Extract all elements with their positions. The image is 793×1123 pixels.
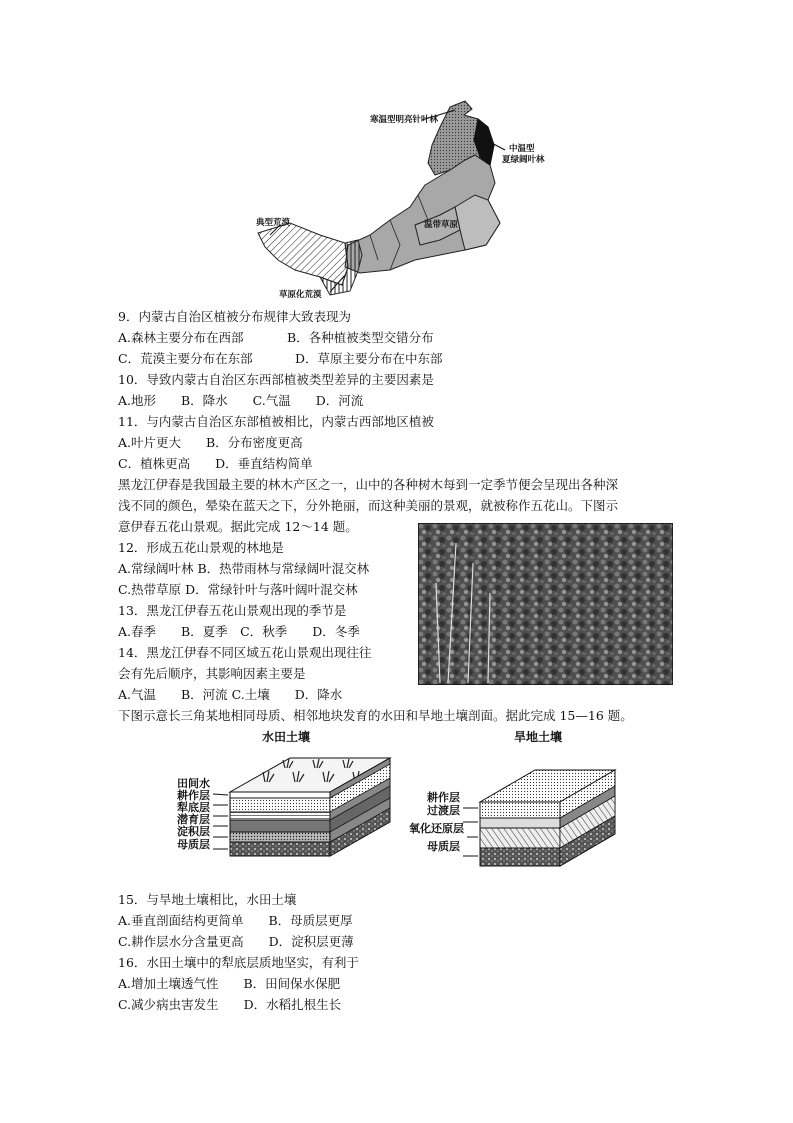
q12-stem: 12．形成五花山景观的林地是 (118, 540, 284, 555)
q15-options-ab: A.垂直剖面结构更简单 B．母质层更厚 (118, 913, 353, 928)
q11-options-cd: C．植株更高 D．垂直结构简单 (118, 456, 313, 471)
q9-option-d: D．草原主要分布在中东部 (295, 351, 443, 366)
label-typical-desert: 典型荒漠 (256, 218, 291, 228)
paddy-layer-parent: 母质层 (177, 838, 210, 851)
label-temperate-steppe: 温带草原 (424, 220, 459, 230)
paddy-soil-title: 水田土壤 (262, 730, 311, 744)
typical-desert-region (258, 223, 348, 285)
label-cold-conifer: 寒温型明亮针叶林 (370, 115, 439, 125)
label-mid-temperate-1: 中温型 (509, 144, 535, 154)
q14-options: A.气温 B．河流 C.土壤 D．降水 (118, 687, 343, 702)
q15-options-cd: C.耕作层水分含量更高 D．淀积层更薄 (118, 934, 354, 949)
q16-stem: 16．水田土壤中的犁底层质地坚实，有利于 (118, 955, 359, 970)
q11-stem: 11．与内蒙古自治区东部植被相比，内蒙古西部地区植被 (118, 414, 434, 429)
dry-layer-plow: 耕作层 (427, 791, 460, 804)
passage1-line2: 浅不同的颜色，晕染在蓝天之下，分外艳丽，而这种美丽的景观，就被称作五花山。下图示 (118, 498, 619, 513)
q14-stem-line2: 会有先后顺序，其影响因素主要是 (118, 666, 306, 681)
dry-layer-parent: 母质层 (427, 840, 460, 853)
q9-stem: 9．内蒙古自治区植被分布规律大致表现为 (118, 309, 351, 324)
q11-options-ab: A.叶片更大 B．分布密度更高 (118, 435, 303, 450)
dry-layer-redox: 氧化还原层 (409, 822, 464, 835)
q10-options: A.地形 B．降水 C.气温 D．河流 (118, 393, 364, 408)
q13-options: A.春季 B．夏季 C．秋季 D．冬季 (118, 624, 360, 639)
q15-stem: 15．与旱地土壤相比，水田土壤 (118, 892, 297, 907)
passage1-line1: 黑龙江伊春是我国最主要的林木产区之一，山中的各种树木每到一定季节便会呈现出各种深 (118, 477, 619, 492)
paddy-layer-field-water: 田间水 (177, 777, 210, 790)
q9-option-a: A.森林主要分布在西部 (118, 330, 244, 345)
dry-layer-transition: 过渡层 (427, 804, 460, 817)
q14-stem-line1: 14．黑龙江伊春不同区域五花山景观出现往往 (118, 645, 372, 660)
inner-mongolia-vegetation-map (250, 95, 560, 305)
passage2-line1: 下图示意长三角某地相同母质、相邻地块发育的水田和旱地土壤剖面。据此完成 15—16 题。 (118, 708, 633, 723)
label-steppe-desert: 草原化荒漠 (279, 290, 322, 300)
q9-option-b: B．各种植被类型交错分布 (287, 330, 434, 345)
q13-stem: 13．黑龙江伊春五花山景观出现的季节是 (118, 603, 347, 618)
paddy-layer-illuvial: 淀积层 (177, 825, 210, 838)
q10-stem: 10．导致内蒙古自治区东西部植被类型差异的主要因素是 (118, 372, 434, 387)
q12-options-ab: A.常绿阔叶林 B．热带雨林与常绿阔叶混交林 (118, 561, 370, 576)
wuhuashan-forest-photo (418, 523, 673, 685)
paddy-layer-plowpan: 犁底层 (177, 801, 210, 814)
q12-options-cd: C.热带草原 D．常绿针叶与落叶阔叶混交林 (118, 582, 358, 597)
q16-options-ab: A.增加土壤透气性 B．田间保水保肥 (118, 976, 341, 991)
q16-options-cd: C.减少病虫害发生 D．水稻扎根生长 (118, 997, 342, 1012)
paddy-layer-gley: 潜育层 (177, 813, 210, 826)
paddy-layer-plow: 耕作层 (177, 789, 210, 802)
q9-option-c: C．荒漠主要分布在东部 (118, 351, 253, 366)
label-mid-temperate-2: 夏绿阔叶林 (502, 155, 545, 165)
passage1-line3: 意伊春五花山景观。据此完成 12～14 题。 (118, 519, 358, 534)
dryland-soil-title: 旱地土壤 (514, 730, 563, 744)
